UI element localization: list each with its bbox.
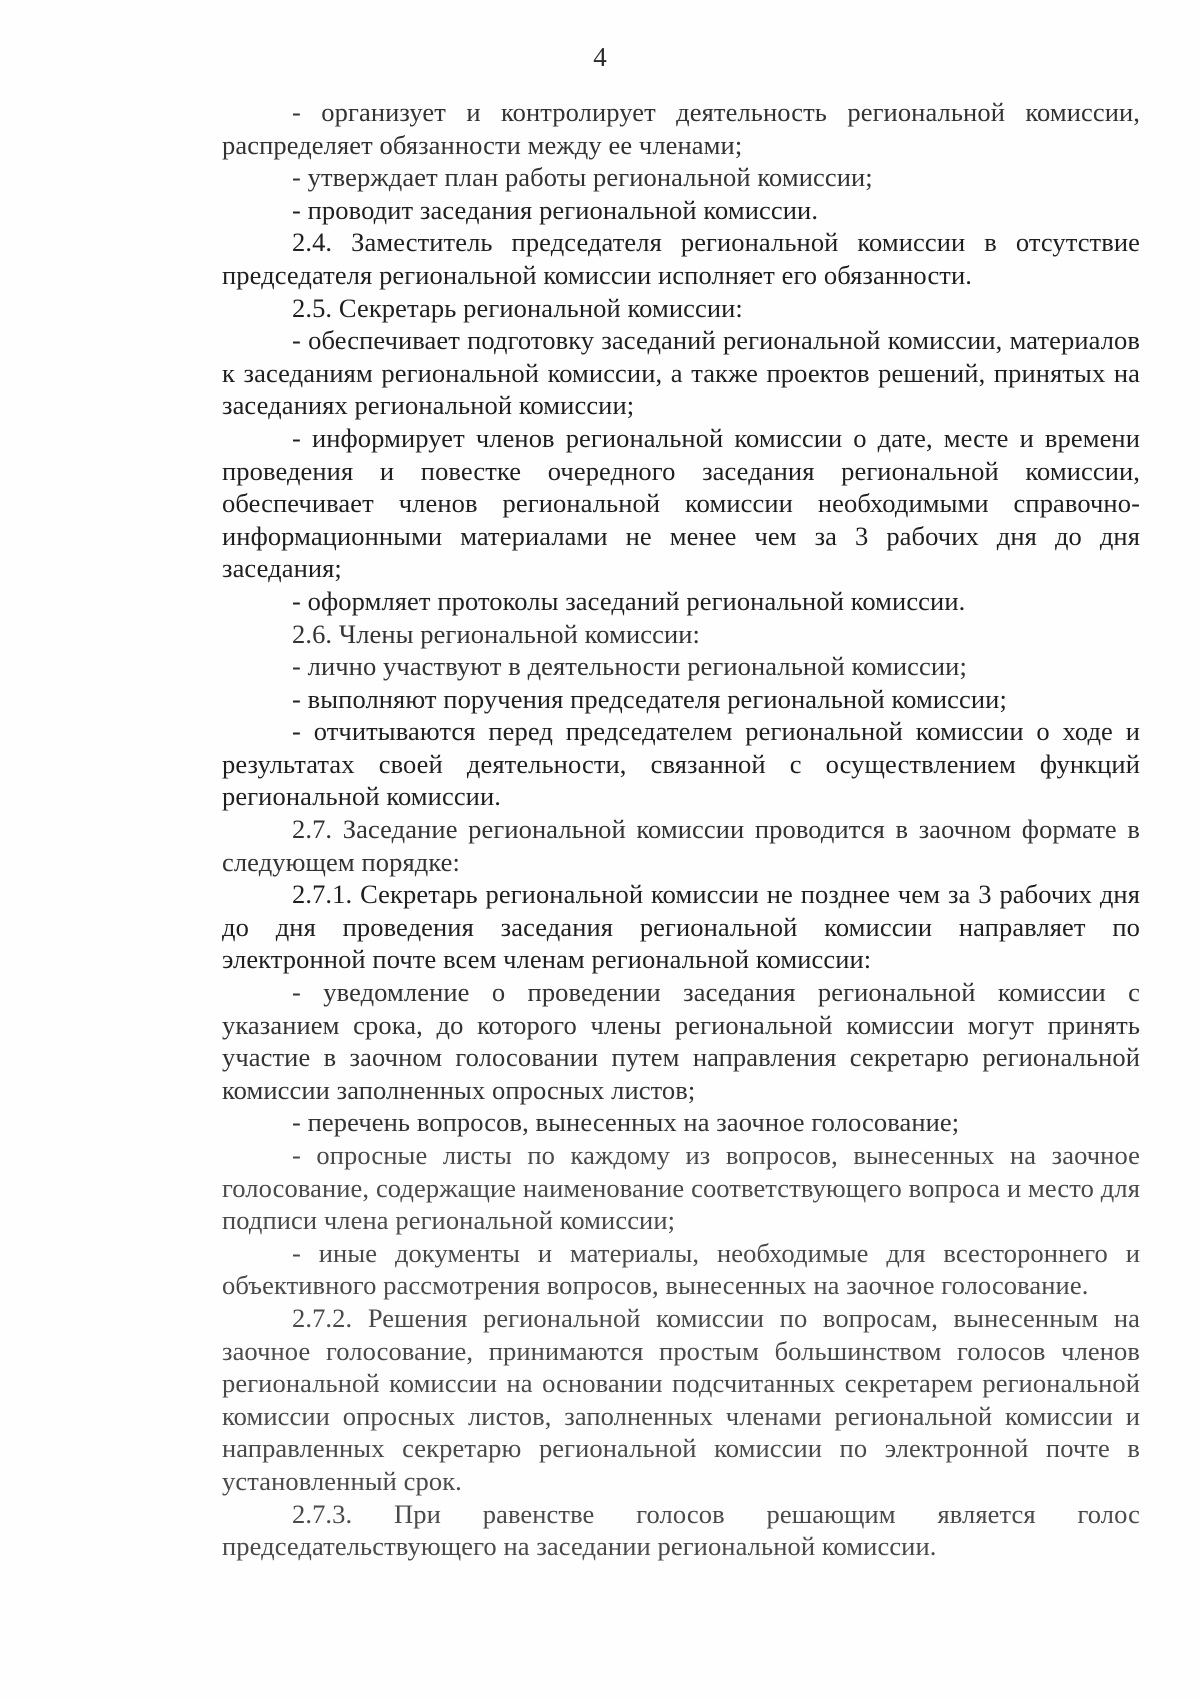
paragraph: - уведомление о проведении заседания региональной комиссии с указанием срока, до которого члены региональной комиссии могут принять участие в заочном голосовании путем направления секретарю региональной комиссии заполненных опросных листов;: [222, 977, 1140, 1105]
paragraph: - лично участвуют в деятельности региональной комиссии;: [292, 651, 967, 682]
paragraph: - иные документы и материалы, необходимые для всестороннего и объективного рассмотрения вопросов, вынесенных на заочное голосование.: [222, 1237, 1140, 1301]
paragraph: - проводит заседания региональной комиссии.: [292, 194, 819, 225]
paragraph: 2.7.3. При равенстве голосов решающим является голос председательствующего на заседании региональной комиссии.: [222, 1498, 1140, 1562]
paragraph: - обеспечивает подготовку заседаний региональной комиссии, материалов к заседаниям региональной комиссии, а также проектов решений, принятых на заседаниях региональной комиссии;: [222, 325, 1140, 421]
paragraph: 2.7. Заседание региональной комиссии проводится в заочном формате в следующем порядке:: [222, 814, 1140, 877]
paragraph: - выполняют поручения председателя региональной комиссии;: [292, 683, 1007, 714]
paragraph: - перечень вопросов, вынесенных на заочное голосование;: [292, 1107, 960, 1138]
paragraph: - информирует членов региональной комиссии о дате, месте и времени проведения и повестке очередного заседания региональной комиссии, обеспечивает членов региональной комиссии необходимыми справочно-информационными материалами не менее чем за 3 рабочих дня до дня заседания;: [222, 422, 1140, 584]
page-number: 4: [593, 42, 607, 72]
paragraph: - опросные листы по каждому из вопросов, вынесенных на заочное голосование, содержащие наименование соответствующего вопроса и место для подписи члена региональной комиссии;: [222, 1140, 1140, 1236]
paragraph: 2.5. Секретарь региональной комиссии:: [292, 292, 743, 323]
paragraph: - оформляет протоколы заседаний региональной комиссии.: [292, 585, 966, 616]
paragraph: - утверждает план работы региональной комиссии;: [292, 162, 873, 193]
paragraph: 2.7.2. Решения региональной комиссии по вопросам, вынесенным на заочное голосование, принимаются простым большинством голосов членов региональной комиссии на основании подсчитанных секретарем региональной комиссии опросных листов, заполненных членами региональной комиссии и направленных секретарю региональной комиссии по электронной почте в установленный срок.: [222, 1302, 1140, 1496]
paragraph: - организует и контролирует деятельность региональной комиссии, распределяет обязанности между ее членами;: [222, 97, 1140, 160]
document-body: [222, 96, 1140, 1563]
paragraph: 2.6. Члены региональной комиссии:: [292, 618, 701, 649]
paragraph: - отчитываются перед председателем региональной комиссии о ходе и результатах своей деятельности, связанной с осуществлением функций региональной комиссии.: [222, 716, 1140, 812]
paragraph: 2.7.1. Секретарь региональной комиссии не позднее чем за 3 рабочих дня до дня проведения заседания региональной комиссии направляет по электронной почте всем членам региональной комиссии:: [222, 879, 1140, 975]
paragraph: 2.4. Заместитель председателя региональной комиссии в отсутствие председателя региональной комиссии исполняет его обязанности.: [222, 227, 1140, 290]
